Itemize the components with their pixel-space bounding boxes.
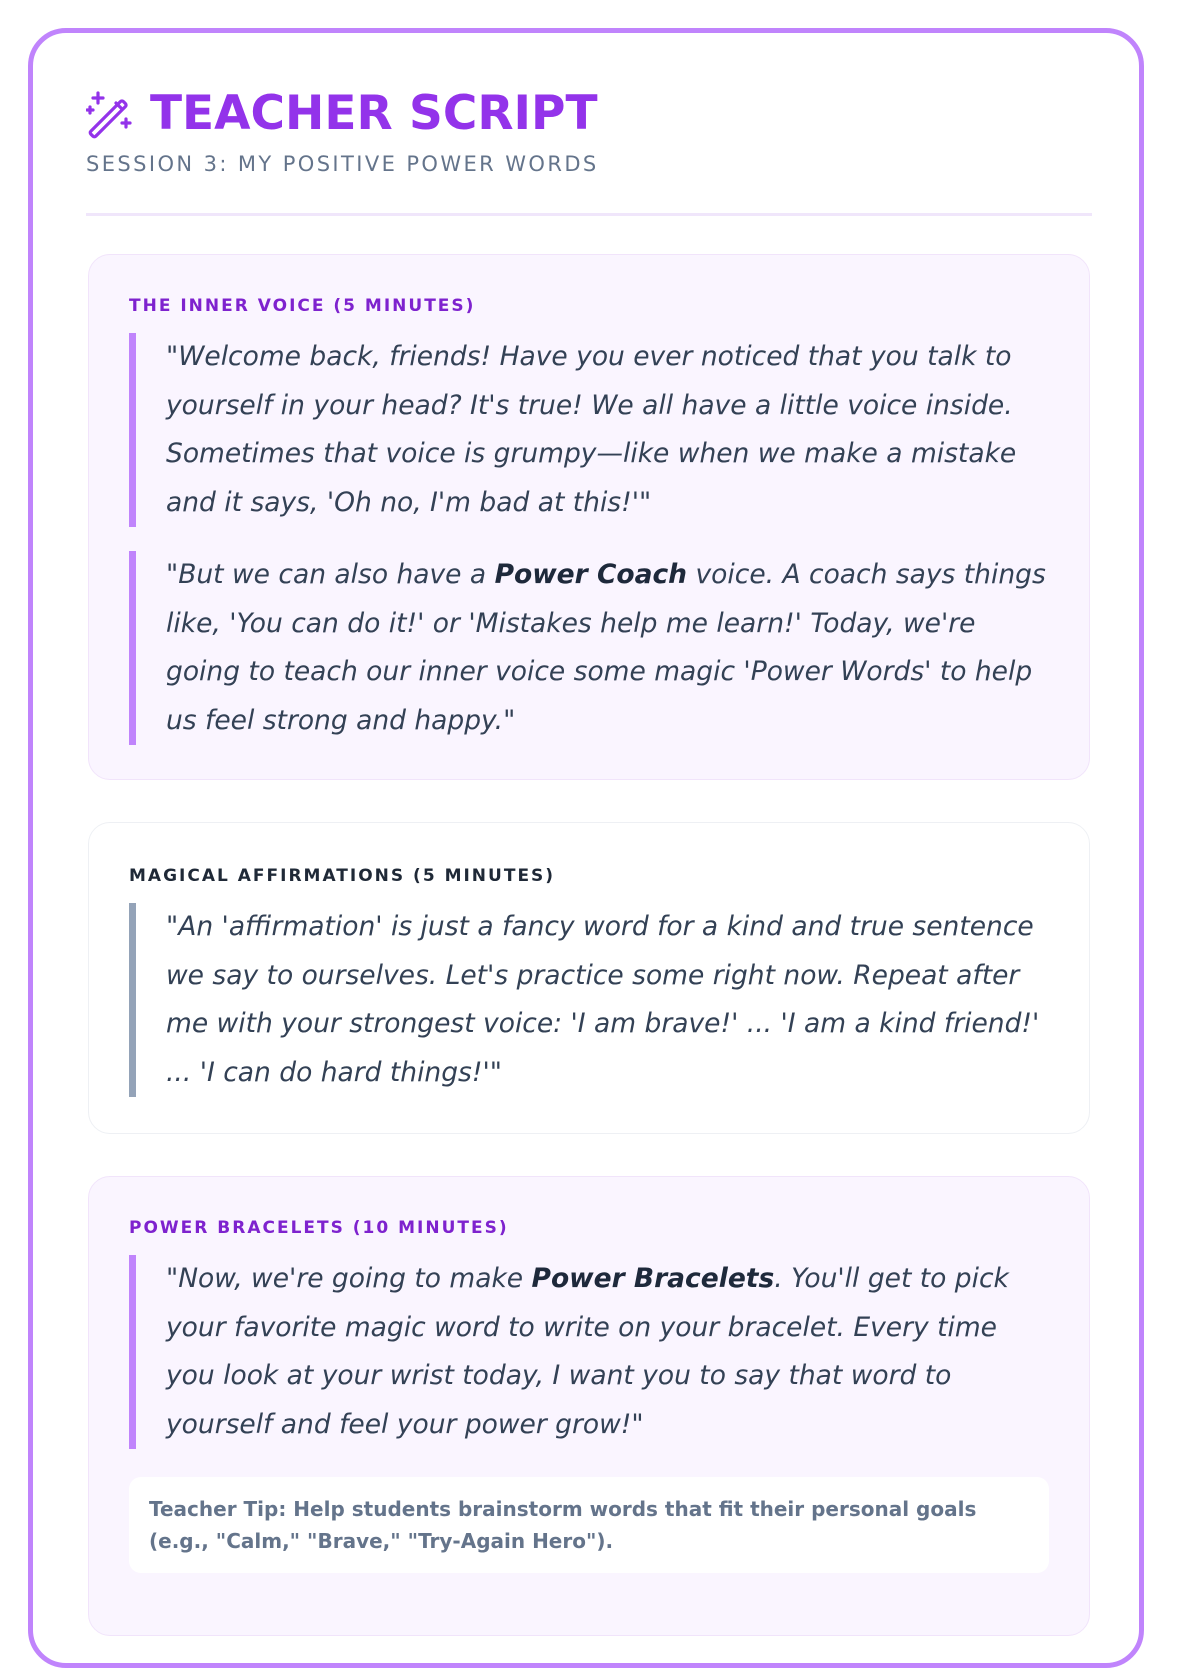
teacher-tip: Teacher Tip: Help students brainstorm words that fit their personal goals (e.g., "Calm," "Brave," "Try-Again Hero"). [129, 1477, 1049, 1573]
script-quote [129, 551, 1049, 745]
script-quote: "An 'affirmation' is just a fancy word for a kind and true sentence we say to ourselves. Let's practice some right now. Repeat after me with your strongest voice: 'I am brave!' ... 'I am a kind friend!' ... 'I can do hard things!'" [129, 903, 1049, 1097]
script-quote: "Welcome back, friends! Have you ever noticed that you talk to yourself in your head? It's true! We all have a little voice inside. Sometimes that voice is grumpy—like when we make a mistake and it says, 'Oh no, I'm bad at this!'" [129, 333, 1049, 527]
section-label: MAGICAL AFFIRMATIONS (5 MINUTES) [129, 866, 556, 886]
section-label: POWER BRACELETS (10 MINUTES) [129, 1218, 509, 1238]
page-title: TEACHER SCRIPT [150, 86, 598, 141]
quote-text: voice. A coach says things like, 'You can do it!' or 'Mistakes help me learn!' Today, we're going to teach our inner voice some magic 'Power Words' to help us feel strong and happy." [166, 559, 1046, 736]
section-affirmations [88, 822, 1090, 1134]
magic-wand-icon [86, 89, 136, 139]
script-quote [129, 1255, 1049, 1449]
section-power-bracelets [88, 1176, 1090, 1636]
session-subtitle: SESSION 3: MY POSITIVE POWER WORDS [86, 152, 599, 176]
header-divider [86, 213, 1092, 216]
quote-emphasis: Power Bracelets [531, 1263, 775, 1294]
section-inner-voice [88, 254, 1090, 780]
quote-text: "Now, we're going to make [166, 1263, 532, 1294]
quote-text: . You'll get to pick your favorite magic word to write on your bracelet. Every time you look at your wrist today, I want you to say that word to yourself and feel your power grow!" [166, 1263, 1009, 1440]
quote-text: "But we can also have a [166, 559, 495, 590]
title-row [86, 86, 1092, 142]
section-label: THE INNER VOICE (5 MINUTES) [129, 296, 476, 316]
header [86, 86, 1092, 178]
quote-emphasis: Power Coach [494, 559, 688, 590]
